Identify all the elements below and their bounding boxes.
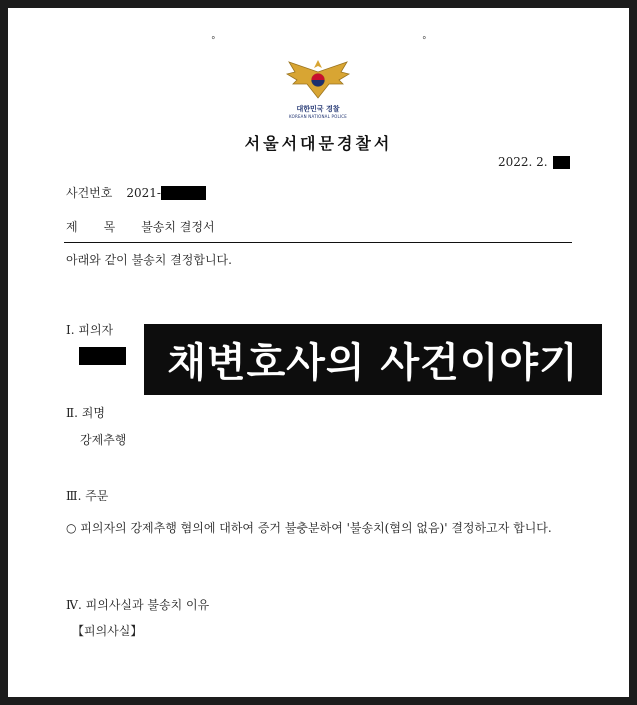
case-number-label: 사건번호 (66, 186, 113, 200)
emblem-name-ko: 대한민국 경찰 (296, 105, 340, 113)
document-page (8, 8, 629, 697)
document-date (498, 155, 570, 169)
case-number-prefix: 2021- (126, 185, 161, 200)
subject-label: 제목 (66, 220, 142, 234)
emblem-caption (278, 104, 358, 119)
case-number-row (66, 184, 206, 201)
police-emblem-icon (283, 58, 353, 100)
section-facts-sub: 【피의사실】 (72, 624, 143, 638)
intro-text: 아래와 같이 불송치 결정합니다. (66, 253, 232, 267)
section-suspect-heading: Ⅰ. 피의자 (66, 323, 114, 337)
header-divider (64, 242, 572, 243)
case-number-redaction (161, 186, 206, 200)
section-order-heading: Ⅲ. 주문 (66, 489, 109, 503)
section-charge-body: 강제추행 (80, 433, 127, 447)
section-facts-heading: Ⅳ. 피의사실과 불송치 이유 (66, 598, 210, 612)
date-redaction (553, 156, 570, 169)
header-dot-left: ° (211, 36, 216, 46)
subject-row (66, 218, 215, 235)
section-charge-heading: Ⅱ. 죄명 (66, 406, 105, 420)
subject-value: 불송치 결정서 (141, 220, 215, 234)
watermark-banner: 채변호사의 사건이야기 (144, 324, 602, 395)
suspect-redaction (79, 347, 126, 365)
section-order-body: ○ 피의자의 강제추행 혐의에 대하여 증거 불충분하여 '불송치(혐의 없음)' 결정하고자 합니다. (66, 521, 552, 535)
header-dot-right: ° (422, 36, 427, 46)
date-text: 2022. 2. (498, 155, 548, 169)
emblem-name-en: KOREAN NATIONAL POLICE (289, 114, 347, 119)
agency-title: 서울서대문경찰서 (244, 134, 393, 153)
